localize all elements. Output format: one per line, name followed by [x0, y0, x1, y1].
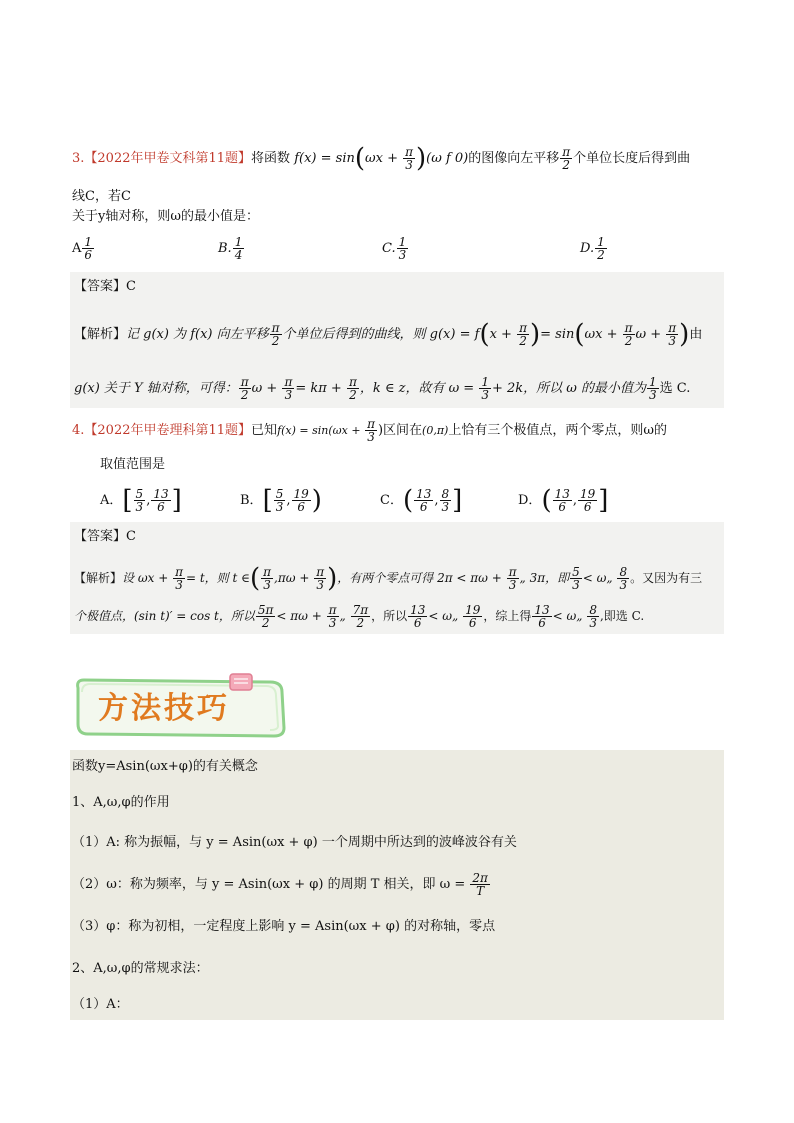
methods-s1-1: （1）A: 称为振幅，与 y = Asin(ωx + φ) 一个周期中所达到的波峰波谷有关: [72, 835, 517, 850]
methods-s1-2: （2）ω：称为频率，与 y = Asin(ωx + φ) 的周期 T 相关，即 ω = $\frac{2\pi}{T}$: [72, 871, 488, 898]
q3-analysis-line2: g(x) 关于 Y 轴对称，可得： $\frac{\pi}{2}$ ω + $\frac{\pi}{3}$ = kπ + $\frac{\pi}{2}$ ，k ∈ z，故有 ω = $\frac{1}{3}$ + 2k，所以 ω 的最小值为 $\frac{1}{3}$ 选 C.: [74, 375, 691, 402]
q3-source: 【2022年甲卷文科第11题】: [84, 151, 252, 166]
q3-line3: 关于y轴对称，则ω的最小值是：: [72, 209, 259, 224]
q4-option-d: D．( $\frac{13}{6}$ , $\frac{19}{6}$ ]: [518, 485, 609, 516]
q4-analysis-line1: 【解析】设 ωx + $\frac{\pi}{3}$ = t，则 t ∈( $\frac{\pi}{3}$ ,πω + $\frac{\pi}{3}$ )，有两个零点可得 2π < πω + $\frac{\pi}{3}$ „ 3π，即 $\frac{5}{3}$ < ω„ $\frac{8}{3}$ 。又因为有三: [74, 563, 703, 594]
methods-intro: 函数y=Asin(ωx+φ)的有关概念: [72, 759, 258, 774]
methods-s2-1: （1）A：: [72, 997, 129, 1012]
q3-stem: 3.【2022年甲卷文科第11题】将函数 f(x) = sin(ωx + $\frac{\pi}{3}$ )(ω f 0)的图像向左平移 $\frac{\pi}{2}$ 个单位长度后得到曲: [72, 143, 691, 174]
methods-s1-3: （3）φ：称为初相，一定程度上影响 y = Asin(ωx + φ) 的对称轴，零点: [72, 919, 496, 934]
q3-stem-a: 将函数: [251, 151, 291, 166]
banner-title: 方法技巧: [98, 691, 230, 726]
method-banner: [70, 672, 310, 742]
q4-option-c: C．( $\frac{13}{6}$ , $\frac{8}{3}$ ]: [380, 485, 463, 516]
q4-option-a: A．[ $\frac{5}{3}$ , $\frac{13}{6}$ ]: [100, 485, 182, 516]
methods-s2: 2、A,ω,φ的常规求法：: [72, 961, 209, 976]
q3-number: 3.: [72, 151, 85, 166]
q3-option-c: C. $\frac{1}{3}$: [382, 235, 407, 262]
q3-option-b: B. $\frac{1}{4}$: [218, 235, 243, 262]
q4-source: 【2022年甲卷理科第11题】: [84, 423, 252, 438]
q3-analysis-line1: 【解析】记 g(x) 为 f(x) 向左平移 $\frac{\pi}{2}$ 个单位后得到的曲线，则 g(x) = f(x + $\frac{\pi}{2}$ )= sin(ωx + $\frac{\pi}{2}$ ω + $\frac{\pi}{3}$ )由: [74, 319, 703, 350]
q3-line2: 线C，若C: [72, 189, 131, 204]
q4-analysis-line2: 个极值点，(sin t)′ = cos t，所以 $\frac{5\pi}{2}$ < πω + $\frac{\pi}{3}$ „ $\frac{7\pi}{2}$ ，所以 $\frac{13}{6}$ < ω„ $\frac{19}{6}$ ，综上得 $\frac{13}{6}$ < ω„ $\frac{8}{3}$ ,即选 C.: [74, 603, 645, 630]
q4-stem: 4.【2022年甲卷理科第11题】已知f(x) = sin(ωx + $\frac{\pi}{3}$ )区间在(0,π)上恰有三个极值点，两个零点，则ω的: [72, 417, 667, 444]
methods-s1: 1、A,ω,φ的作用: [72, 795, 170, 810]
q4-line2: 取值范围是: [100, 457, 166, 472]
q4-number: 4.: [72, 423, 85, 438]
q4-option-b: B．[ $\frac{5}{3}$ , $\frac{19}{6}$ ): [240, 485, 322, 516]
q3-option-a: A $\frac{1}{6}$: [72, 235, 93, 262]
q3-option-d: D. $\frac{1}{2}$: [580, 235, 605, 262]
q3-answer: 【答案】C: [74, 279, 136, 294]
q3-cond: (ω f 0): [426, 151, 469, 166]
clip-icon: [230, 674, 252, 690]
q4-answer: 【答案】C: [74, 529, 136, 544]
q3-func: f(x) = sin: [294, 151, 355, 166]
